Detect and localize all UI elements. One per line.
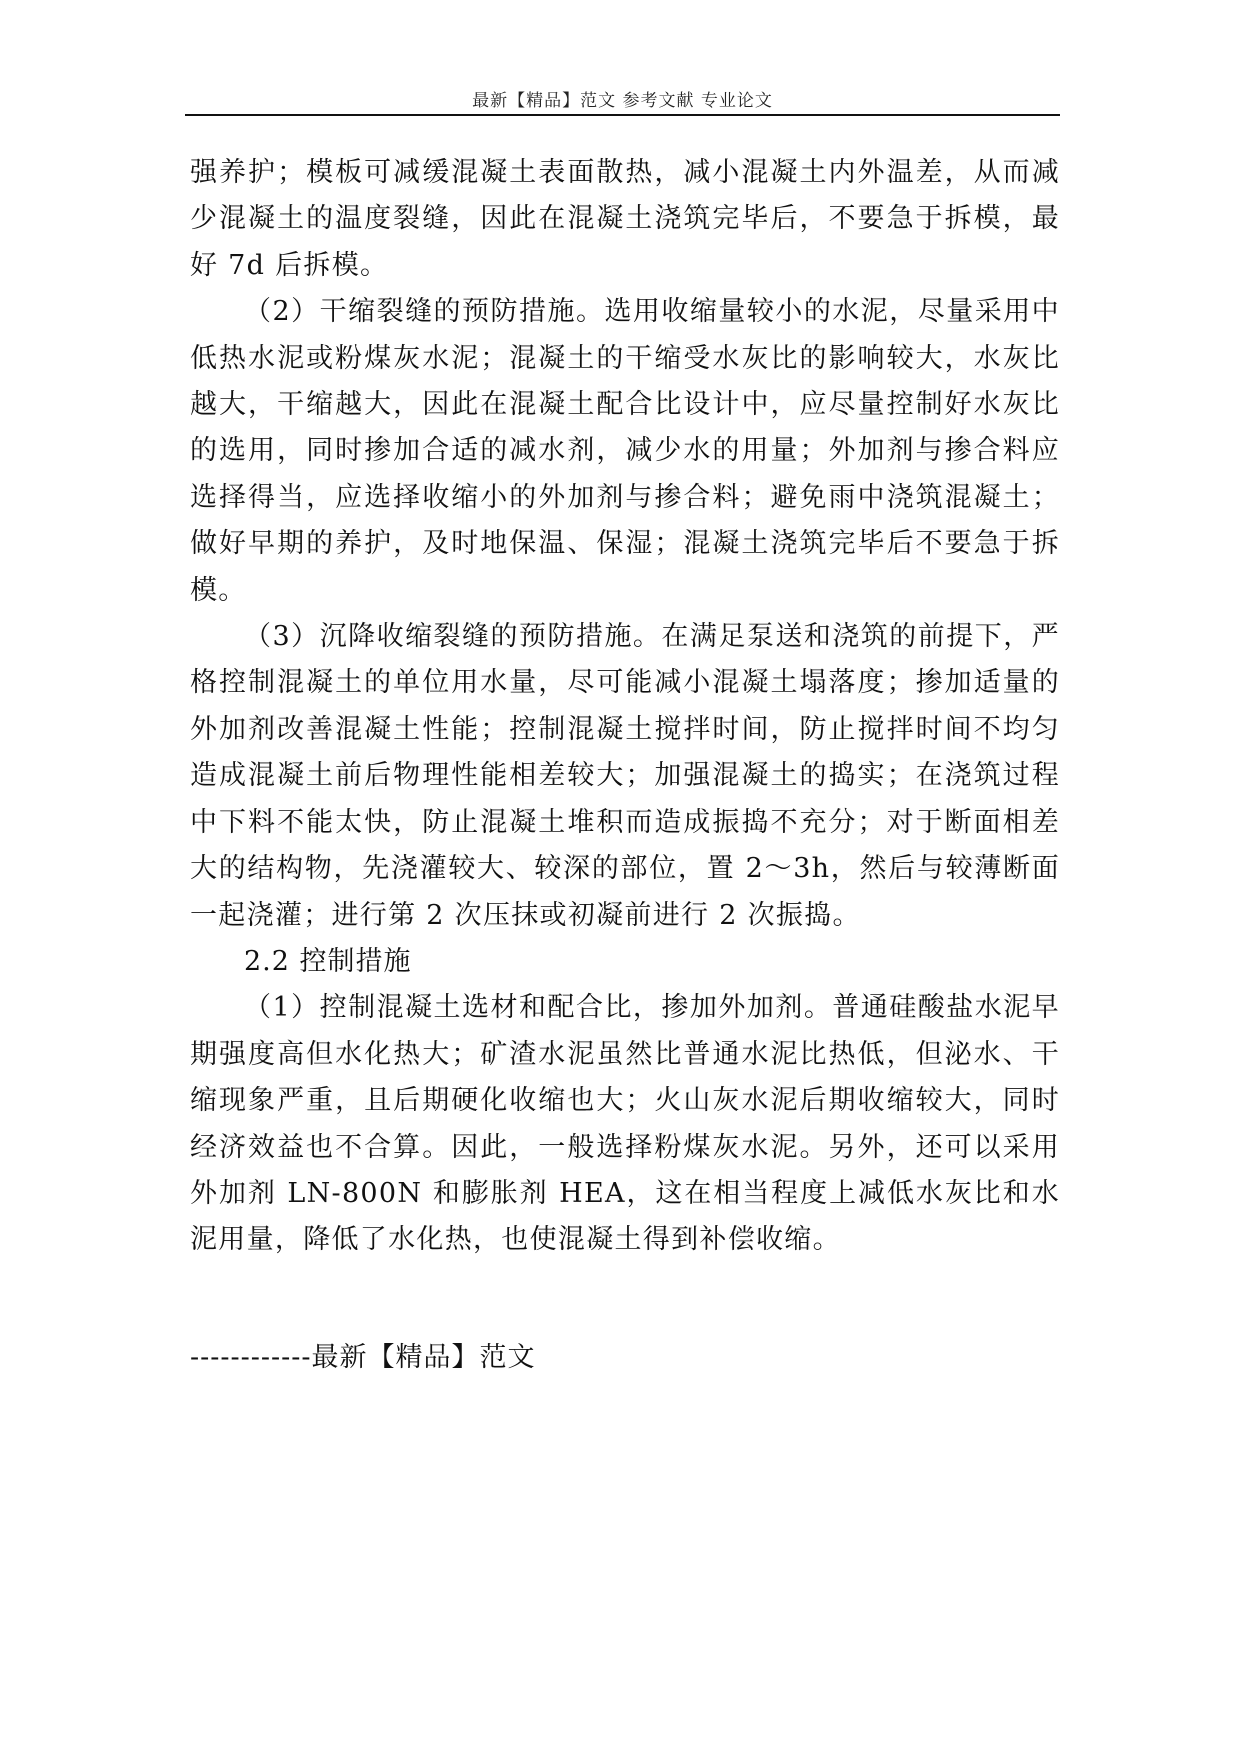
paragraph-2: （2）干缩裂缝的预防措施。选用收缩量较小的水泥，尽量采用中低热水泥或粉煤灰水泥；混凝土的干缩受水灰比的影响较大，水灰比越大，干缩越大，因此在混凝土配合比设计中，应尽量控制好水灰比的选用，同时掺加合适的减水剂，减少水的用量；外加剂与掺合料应选择得当，应选择收缩小的外加剂与掺合料；避免雨中浇筑混凝土；做好早期的养护，及时地保温、保湿；混凝土浇筑完毕后不要急于拆模。 <box>190 296 1060 606</box>
paragraph-4: （1）控制混凝土选材和配合比，掺加外加剂。普通硅酸盐水泥早期强度高但水化热大；矿渣水泥虽然比普通水泥比热低，但泌水、干缩现象严重，且后期硬化收缩也大；火山灰水泥后期收缩较大，同时经济效益也不合算。因此，一般选择粉煤灰水泥。另外，还可以采用外加剂 LN-800N 和膨胀剂 HEA，这在相当程度上减低水灰比和水泥用量，降低了水化热，也使混凝土得到补偿收缩。 <box>190 992 1060 1256</box>
paragraph-3: （3）沉降收缩裂缝的预防措施。在满足泵送和浇筑的前提下，严格控制混凝土的单位用水量，尽可能减小混凝土塌落度；掺加适量的外加剂改善混凝土性能；控制混凝土搅拌时间，防止搅拌时间不均匀造成混凝土前后物理性能相差较大；加强混凝土的捣实；在浇筑过程中下料不能太快，防止混凝土堆积而造成振捣不充分；对于断面相差大的结构物，先浇灌较大、较深的部位，置 2～3h，然后与较薄断面一起浇灌；进行第 2 次压抹或初凝前进行 2 次振捣。 <box>190 621 1060 931</box>
header-divider <box>185 114 1060 116</box>
body-text <box>190 150 1060 1264</box>
page-footer: ------------最新【精品】范文 <box>190 1342 536 1373</box>
section-heading: 2.2 控制措施 <box>244 945 412 977</box>
page-header: 最新【精品】范文 参考文献 专业论文 <box>472 91 773 111</box>
paragraph-1: 强养护；模板可减缓混凝土表面散热，减小混凝土内外温差，从而减少混凝土的温度裂缝，因此在混凝土浇筑完毕后，不要急于拆模，最好 7d 后拆模。 <box>190 157 1060 281</box>
